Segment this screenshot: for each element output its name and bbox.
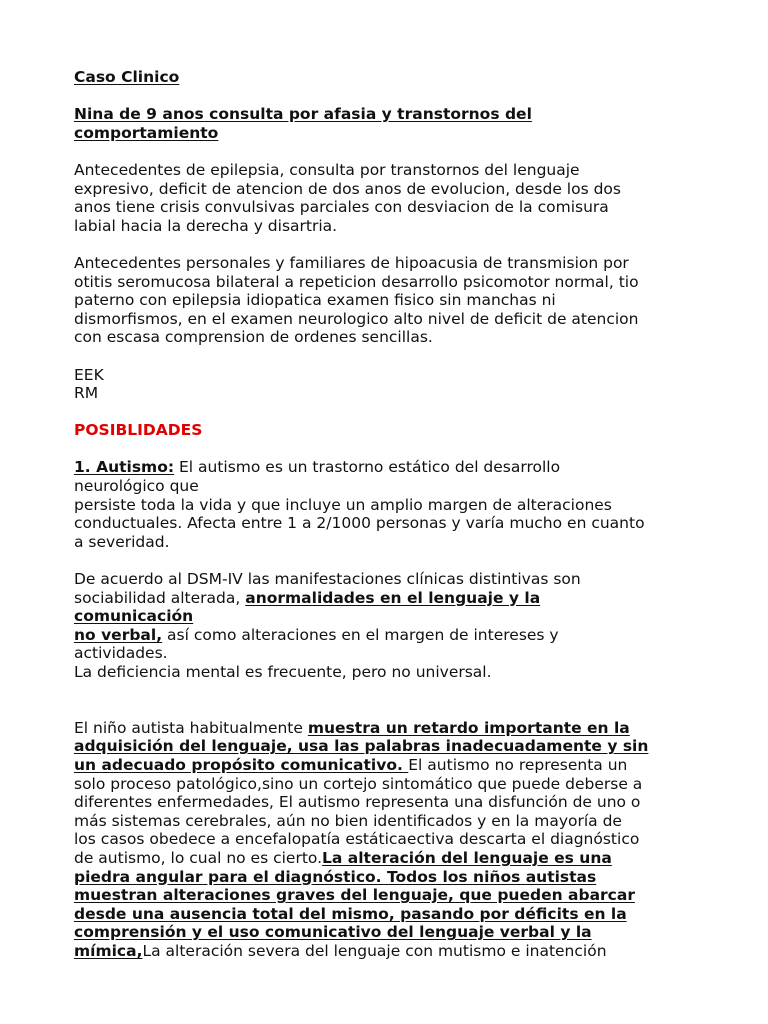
spacer bbox=[74, 235, 714, 254]
text-line: diferentes enfermedades, El autismo representa una disfunción de uno o bbox=[74, 793, 641, 812]
text-line: La deficiencia mental es frecuente, pero no universal. bbox=[74, 663, 492, 681]
emphasis-span: La alteración del lenguaje es una bbox=[322, 848, 612, 867]
spacer bbox=[74, 440, 714, 459]
emphasis-span: comprensión y el uso comunicativo del lenguaje verbal y la bbox=[74, 923, 592, 942]
text-line: De acuerdo al DSM-IV las manifestaciones clínicas distintivas son bbox=[74, 570, 581, 589]
emphasis-span: piedra angular para el diagnóstico. Todos los niños autistas bbox=[74, 867, 597, 886]
text-line: los casos obedece a encefalopatía estáticaectiva descarta el diagnóstico bbox=[74, 830, 640, 849]
dsm-paragraph bbox=[74, 570, 714, 682]
text-span: sociabilidad alterada, bbox=[74, 588, 246, 607]
emphasis-span: anormalidades en el lenguaje y la bbox=[245, 588, 541, 607]
emphasis-span: muestran alteraciones graves del lenguaje, que pueden abarcar bbox=[74, 886, 635, 905]
text-line: Antecedentes personales y familiares de hipoacusia de transmision por bbox=[74, 253, 629, 272]
history-paragraph bbox=[74, 161, 714, 235]
emphasis-span: adquisición del lenguaje, usa las palabras inadecuadamente y sin bbox=[74, 737, 649, 756]
background-paragraph bbox=[74, 254, 714, 347]
case-heading-line-1: Nina de 9 anos consulta por afasia y transtornos del bbox=[74, 105, 532, 124]
text-span: El autismo no representa un bbox=[408, 755, 628, 774]
text-span: así como alteraciones en el margen de intereses y bbox=[162, 625, 559, 644]
possibilities-heading-text: POSIBLIDADES bbox=[74, 421, 203, 440]
text-line: a severidad. bbox=[74, 532, 170, 551]
text-span: El niño autista habitualmente bbox=[74, 718, 308, 737]
emphasis-span: muestra un retardo importante en la bbox=[307, 718, 630, 737]
text-line: paterno con epilepsia idiopatica examen fisico sin manchas ni bbox=[74, 291, 556, 310]
spacer bbox=[74, 551, 714, 570]
spacer bbox=[74, 87, 714, 106]
spacer bbox=[74, 347, 714, 366]
text-line: expresivo, deficit de atencion de dos anos de evolucion, desde los dos bbox=[74, 179, 621, 198]
emphasis-span: un adecuado propósito comunicativo. bbox=[74, 755, 409, 774]
emphasis-span: mímica, bbox=[74, 941, 143, 960]
autism-label: 1. Autismo: bbox=[74, 458, 175, 477]
possibilities-heading bbox=[74, 421, 714, 440]
text-line: Antecedentes de epilepsia, consulta por transtornos del lenguaje bbox=[74, 160, 580, 179]
emphasis-span: comunicación bbox=[74, 607, 194, 626]
document-title bbox=[74, 68, 714, 87]
exam-eek: EEK bbox=[74, 365, 104, 384]
emphasis-span: no verbal, bbox=[74, 625, 163, 644]
text-span: de autismo, lo cual no es cierto. bbox=[74, 848, 323, 867]
child-paragraph bbox=[74, 719, 714, 961]
exam-rm: RM bbox=[74, 384, 99, 403]
case-heading-line-2: comportamiento bbox=[74, 123, 219, 142]
spacer bbox=[74, 142, 714, 161]
emphasis-span: desde una ausencia total del mismo, pasando por déficits en la bbox=[74, 904, 627, 923]
text-line: otitis seromucosa bilateral a repeticion desarrollo psicomotor normal, tio bbox=[74, 272, 639, 291]
document-page bbox=[74, 68, 714, 961]
text-line: labial hacia la derecha y disartria. bbox=[74, 216, 338, 235]
spacer bbox=[74, 403, 714, 422]
text-line: con escasa comprension de ordenes sencillas. bbox=[74, 328, 433, 347]
text-span: La alteración severa del lenguaje con mutismo e inatención bbox=[142, 941, 607, 960]
text-line: actividades. bbox=[74, 644, 168, 663]
case-heading bbox=[74, 105, 714, 142]
spacer bbox=[74, 682, 714, 719]
title-text: Caso Clinico bbox=[74, 68, 180, 86]
exams-list bbox=[74, 366, 714, 403]
text-span: El autismo es un trastorno estático del desarrollo bbox=[174, 458, 561, 477]
text-line: más sistemas cerebrales, aún no bien identificados y en la mayoría de bbox=[74, 811, 622, 830]
autism-paragraph bbox=[74, 458, 714, 551]
text-line: solo proceso patológico,sino un cortejo sintomático que puede deberse a bbox=[74, 774, 643, 793]
text-line: dismorfismos, en el examen neurologico alto nivel de deficit de atencion bbox=[74, 309, 639, 328]
text-line: conductuales. Afecta entre 1 a 2/1000 personas y varía mucho en cuanto bbox=[74, 514, 645, 533]
text-line: anos tiene crisis convulsivas parciales con desviacion de la comisura bbox=[74, 198, 609, 217]
text-line: persiste toda la vida y que incluye un amplio margen de alteraciones bbox=[74, 495, 612, 514]
text-line: neurológico que bbox=[74, 477, 199, 496]
